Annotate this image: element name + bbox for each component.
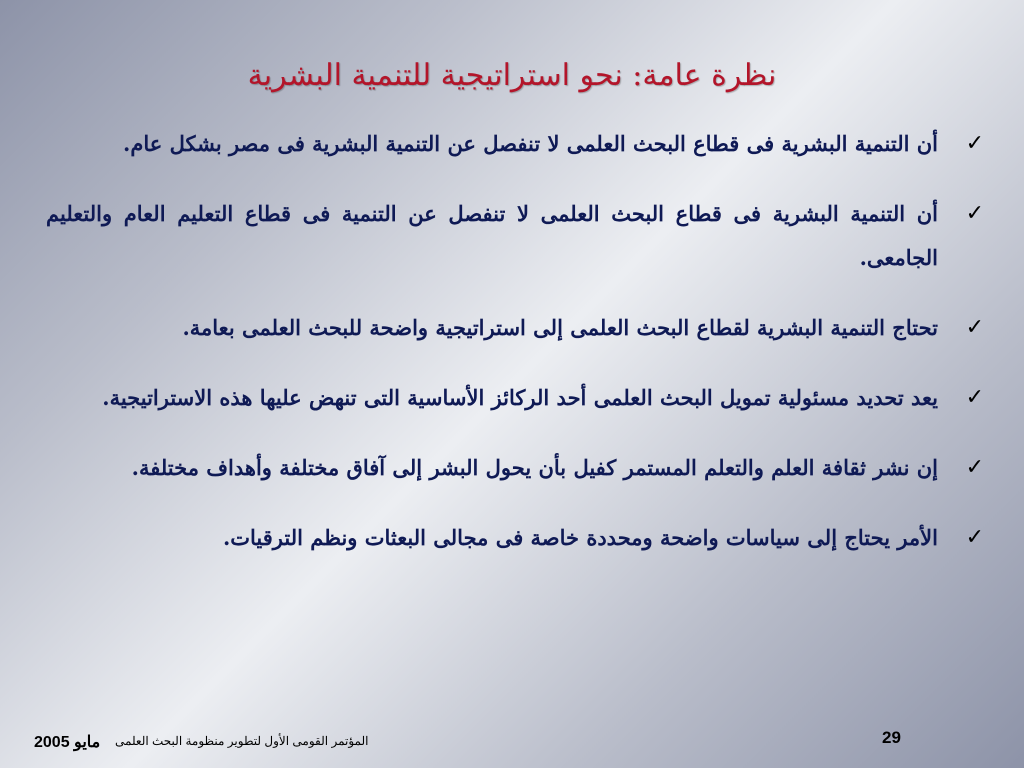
bullet-text: يعد تحديد مسئولية تمويل البحث العلمى أحد الركائز الأساسية التى تنهض عليها هذه الاستراتيجية. — [102, 385, 938, 410]
bullet-item — [46, 516, 984, 560]
bullet-item — [46, 306, 984, 350]
bullet-item — [46, 446, 984, 490]
page-number: 29 — [882, 728, 901, 747]
check-icon: ✓ — [965, 201, 984, 226]
bullet-text: أن التنمية البشرية فى قطاع البحث العلمى لا تنفصل عن التنمية البشرية فى مصر بشكل عام. — [123, 131, 938, 156]
bullet-text: الأمر يحتاج إلى سياسات واضحة ومحددة خاصة فى مجالى البعثات ونظم الترقيات. — [222, 525, 938, 550]
check-icon: ✓ — [965, 455, 984, 480]
slide-footer — [20, 728, 1004, 754]
bullet-text: تحتاج التنمية البشرية لقطاع البحث العلمى إلى استراتيجية واضحة للبحث العلمى بعامة. — [182, 315, 938, 340]
bullet-text: إن نشر ثقافة العلم والتعلم المستمر كفيل بأن يحول البشر إلى آفاق مختلفة وأهداف مختلفة. — [131, 455, 938, 480]
slide-title: نظرة عامة: نحو استراتيجية للتنمية البشرية — [247, 58, 777, 93]
bullet-list — [46, 122, 984, 586]
check-icon: ✓ — [965, 525, 984, 550]
bullet-item — [46, 376, 984, 420]
footer-date: 2005 مايو — [34, 734, 101, 751]
footer-conference: المؤتمر القومى الأول لتطوير منظومة البحث العلمى — [115, 734, 369, 748]
check-icon: ✓ — [965, 315, 984, 340]
check-icon: ✓ — [965, 131, 984, 156]
bullet-item — [46, 192, 984, 280]
check-icon: ✓ — [965, 385, 984, 410]
bullet-item — [46, 122, 984, 166]
bullet-text: أن التنمية البشرية فى قطاع البحث العلمى لا تنفصل عن التنمية فى قطاع التعليم العام والتعليم الجامعى. — [46, 201, 938, 270]
